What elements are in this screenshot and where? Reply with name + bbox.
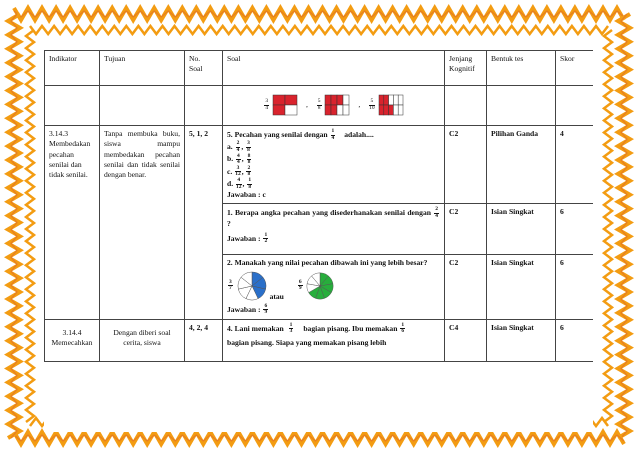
question-1-suffix: ? [227, 219, 231, 229]
question-2-text: 2. Manakah yang nilai pecahan dibawah ini yang lebih besar? [227, 257, 428, 267]
bentuk-tes-cell: Isian Singkat [487, 204, 556, 254]
indikator-cell: 3.14.4 Memecahkan [45, 319, 100, 361]
atau-text: atau [269, 291, 284, 301]
grid-cell [388, 105, 393, 115]
skor-cell: 6 [556, 319, 594, 361]
question-5-cell [223, 126, 445, 204]
bentuk-tes-cell: Pilihan Ganda [487, 126, 556, 204]
skor-cell: 6 [556, 204, 594, 254]
header-soal: Soal [223, 51, 445, 86]
skor-cell: 6 [556, 254, 594, 319]
grid-cell [383, 105, 388, 115]
tujuan-cell: Dengan diberi soal cerita, siswa [100, 319, 185, 361]
tujuan-cell: Tanpa membuka buku, siswa mampu membedakan pecahan senilai dan tidak senilai dengan benar. [100, 126, 185, 320]
question-2-answer [227, 304, 440, 316]
question-1-answer-fraction: $\frac{1}{2}$ [264, 231, 268, 244]
kisi-kisi-table [44, 50, 593, 362]
table-cell [100, 86, 185, 126]
table-cell [556, 86, 594, 126]
question-4-cell [223, 319, 445, 361]
header-jenjang [445, 51, 487, 86]
grid-fraction-1: $\frac{3}{4}$ [265, 98, 269, 111]
question-4-line2: bagian pisang. Siapa yang memakan pisang lebih [227, 337, 387, 347]
fraction-grid-image-2 [324, 94, 350, 116]
header-no-soal-line1: No. [189, 54, 201, 63]
pie-fraction-1: $\frac{3}{7}$ [229, 278, 232, 292]
header-no-soal [185, 51, 223, 86]
grid-cell [379, 95, 384, 105]
header-no-soal-line2: Soal [189, 64, 203, 74]
grid-cell [393, 105, 398, 115]
table-cell [487, 86, 556, 126]
question-2-answer-label: Jawaban : [227, 304, 261, 314]
pie-chart-blue [236, 270, 268, 302]
question-1-prefix: 1. Berapa angka pecahan yang disederhanakan senilai dengan [227, 208, 431, 217]
question-4-fraction-2: $\frac{1}{6}$ [401, 321, 405, 335]
question-4-mid: bagian pisang. Ibu memakan [303, 323, 398, 333]
header-jenjang-line1: Jenjang [449, 54, 473, 63]
header-jenjang-line2: Kognitif [449, 64, 475, 74]
option-b: b. $\frac{4}{4}$ , $\frac{8}{8}$ [227, 152, 251, 165]
header-skor: Skor [556, 51, 594, 86]
header-indikator: Indikator [45, 51, 100, 86]
no-soal-cell: 4, 2, 4 [185, 319, 223, 361]
separator: , [358, 99, 361, 109]
grid-cell [343, 105, 349, 115]
header-tujuan: Tujuan [100, 51, 185, 86]
option-a: a. $\frac{2}{4}$ , $\frac{3}{8}$ [227, 140, 250, 153]
grid-fraction-2: $\frac{5}{8}$ [317, 98, 321, 111]
grid-fraction-3: $\frac{5}{10}$ [369, 98, 375, 111]
grid-cell [398, 105, 403, 115]
grid-cell [343, 95, 349, 105]
question-5-fraction: $\frac{1}{4}$ [331, 128, 335, 141]
option-d: d. $\frac{4}{12}$ , $\frac{1}{8}$ [227, 177, 252, 190]
grid-cell [325, 95, 331, 105]
frame-zigzag-line [26, 30, 34, 422]
fraction-grid-images [223, 86, 445, 126]
document-page [44, 50, 593, 432]
table-cell [45, 86, 100, 126]
pie-fraction-2: $\frac{6}{9}$ [298, 278, 302, 292]
row-question-5 [45, 126, 594, 204]
grid-cell [331, 95, 337, 105]
pie-chart-green [305, 271, 335, 301]
header-row [45, 51, 594, 86]
question-4-fraction-1: $\frac{1}{3}$ [289, 321, 293, 335]
bentuk-tes-cell: Isian Singkat [487, 319, 556, 361]
no-soal-cell: 5, 1, 2 [185, 126, 223, 320]
question-5-suffix: adalah.... [344, 129, 374, 139]
grid-cell [325, 105, 331, 115]
question-1-fraction: $\frac{2}{4}$ [435, 206, 438, 219]
question-5-text [227, 129, 440, 141]
grid-cell [398, 95, 403, 105]
fraction-grid-image-3 [378, 94, 404, 116]
grid-cell [337, 105, 343, 115]
question-1-cell [223, 204, 445, 254]
grid-cell [383, 95, 388, 105]
indikator-cell: 3.14.3 Membedakan pecahan senilai dan tidak senilai. [45, 126, 100, 320]
frame-zigzag-line [604, 30, 612, 422]
jenjang-cell: C4 [445, 319, 487, 361]
question-1-text [227, 207, 440, 229]
fraction-grid-image-1 [272, 94, 298, 116]
grid-cell [388, 95, 393, 105]
row-question-4 [45, 319, 594, 361]
option-c: c. $\frac{3}{12}$ , $\frac{2}{8}$ [227, 164, 251, 178]
question-1-answer-label: Jawaban : [227, 233, 261, 243]
image-row [45, 86, 594, 126]
grid-cell [379, 105, 384, 115]
question-1-answer [227, 233, 440, 245]
table-cell [445, 86, 487, 126]
skor-cell: 4 [556, 126, 594, 204]
bentuk-tes-cell: Isian Singkat [487, 254, 556, 319]
jenjang-cell: C2 [445, 204, 487, 254]
question-2-cell [223, 254, 445, 319]
question-4-prefix: 4. Lani memakan [227, 323, 284, 333]
frame-zigzag-line [30, 26, 608, 34]
header-bentuk-tes: Bentuk tes [487, 51, 556, 86]
question-2-answer-fraction: $\frac{6}{9}$ [264, 302, 268, 316]
separator: , [305, 99, 308, 109]
jenjang-cell: C2 [445, 126, 487, 204]
grid-cell [337, 95, 343, 105]
question-5-prefix: 5. Pecahan yang senilai dengan [227, 129, 328, 139]
question-5-answer: Jawaban : c [227, 190, 266, 199]
grid-cell [331, 105, 337, 115]
jenjang-cell: C2 [445, 254, 487, 319]
pie-images [227, 270, 440, 302]
grid-cell [393, 95, 398, 105]
table-cell [185, 86, 223, 126]
